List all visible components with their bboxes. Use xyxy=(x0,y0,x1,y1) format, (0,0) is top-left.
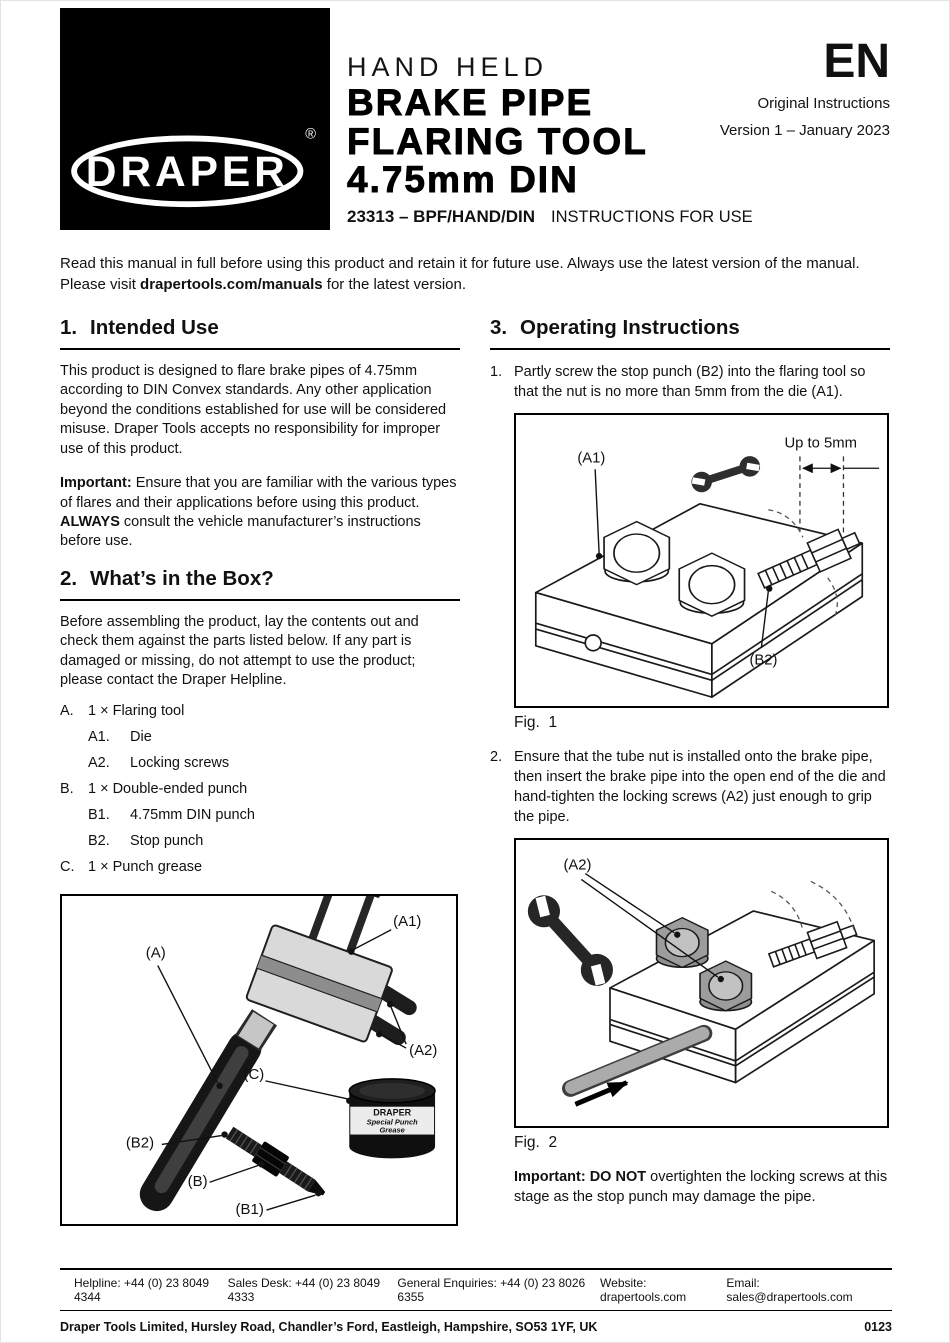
footer-contacts xyxy=(60,1270,892,1310)
part-text: 1 × Double-ended punch xyxy=(88,781,248,798)
original-instructions-label: Original Instructions xyxy=(757,95,890,112)
contents-label-a1: (A1) xyxy=(393,913,422,931)
step-1-number: 1. xyxy=(490,364,503,380)
section-2-title: What’s in the Box? xyxy=(90,566,274,590)
section-2-heading xyxy=(60,567,460,591)
manuals-url: drapertools.com/manuals xyxy=(140,276,323,293)
step-2-number: 2. xyxy=(490,749,503,765)
part-label: A. xyxy=(60,703,74,720)
section-1-heading xyxy=(60,316,460,340)
list-item xyxy=(60,698,460,724)
contents-label-b: (B) xyxy=(187,1173,208,1191)
figure-1-drawing xyxy=(516,415,887,706)
jar-label-line2: Grease xyxy=(379,1126,405,1136)
part-label: C. xyxy=(60,859,75,876)
product-title-line2: FLARING TOOL xyxy=(347,120,648,162)
draper-logo-box xyxy=(60,8,330,230)
part-text: 1 × Punch grease xyxy=(88,859,203,876)
figure-2 xyxy=(514,838,889,1128)
important-text-1: Ensure that you are familiar with the various types of flares and their applications before using this product. xyxy=(60,475,457,511)
registered-mark: ® xyxy=(305,126,316,143)
list-item xyxy=(60,724,460,750)
important-do-not-text: overtighten the locking screws at this stage as the stop punch may damage the pipe. xyxy=(514,1169,888,1205)
draper-logo-text: DRAPER xyxy=(85,147,289,196)
part-label: B2. xyxy=(88,833,110,850)
section-3-number: 3. xyxy=(490,316,508,339)
sales-desk-contact: Sales Desk: +44 (0) 23 8049 4333 xyxy=(227,1275,381,1304)
document-code: 0123 xyxy=(864,1320,892,1334)
part-label: B1. xyxy=(88,807,110,824)
grease-jar xyxy=(349,1079,435,1159)
general-enquiries-contact: General Enquiries: +44 (0) 23 8026 6355 xyxy=(397,1275,586,1304)
language-block xyxy=(719,35,890,140)
section-1-rule xyxy=(60,348,460,350)
model-line xyxy=(347,207,753,227)
figure-2-drawing xyxy=(516,840,887,1126)
list-item xyxy=(60,750,460,776)
contents-label-b2: (B2) xyxy=(125,1134,155,1152)
list-item xyxy=(60,776,460,802)
product-subtitle: HAND HELD xyxy=(347,52,549,82)
figure-1 xyxy=(514,413,889,708)
step-1-text: Partly screw the stop punch (B2) into the flaring tool so that the nut is no more than 5mm from the die (A1). xyxy=(514,364,866,400)
list-item xyxy=(60,854,460,880)
part-label: A2. xyxy=(88,755,110,772)
right-column xyxy=(490,316,890,1207)
draper-logo xyxy=(69,121,321,210)
helpline-contact: Helpline: +44 (0) 23 8049 4344 xyxy=(74,1275,210,1304)
section-1-number: 1. xyxy=(60,316,78,339)
contents-figure xyxy=(60,894,458,1226)
instructions-for-use-label: INSTRUCTIONS FOR USE xyxy=(551,208,753,226)
operating-important xyxy=(514,1167,890,1207)
step-1 xyxy=(490,362,890,402)
wrench-icon xyxy=(689,453,763,494)
email-contact: Email: sales@drapertools.com xyxy=(726,1275,853,1304)
step-2-text: Ensure that the tube nut is installed onto the brake pipe, then insert the brake pipe into the open end of the die and hand-tighten the locking screws (A2) just enough to grip the pipe. xyxy=(514,749,886,825)
contents-label-c: (C) xyxy=(243,1066,265,1084)
flaring-tool-handle xyxy=(157,1018,265,1195)
left-column xyxy=(60,316,460,1226)
part-text: 4.75mm DIN punch xyxy=(130,807,255,824)
intended-use-important xyxy=(60,474,460,552)
intro-paragraph xyxy=(60,253,894,295)
title-block xyxy=(347,50,648,200)
contents-label-a2: (A2) xyxy=(409,1042,438,1060)
part-text: Locking screws xyxy=(130,755,230,772)
section-2-number: 2. xyxy=(60,566,78,590)
contents-figure-drawing xyxy=(62,896,456,1224)
intended-use-paragraph: This product is designed to flare brake pipes of 4.75mm according to DIN Convex standards. Any other application beyond the conditions established for use will be considered misuse. Draper Tools accepts no responsibility for improper use of this product. xyxy=(60,363,447,457)
wrench-icon xyxy=(521,889,619,993)
contents-label-b1: (B1) xyxy=(235,1201,264,1219)
version-label: Version 1 – January 2023 xyxy=(719,122,890,139)
page-footer xyxy=(60,1268,892,1334)
important-label-1: Important: xyxy=(60,475,132,492)
list-item xyxy=(60,828,460,854)
section-1-title: Intended Use xyxy=(90,316,219,339)
always-label: ALWAYS xyxy=(60,513,120,530)
website-contact: Website: drapertools.com xyxy=(600,1275,687,1304)
fig1-label-a1: (A1) xyxy=(577,450,606,467)
part-text: 1 × Flaring tool xyxy=(88,703,185,720)
figure-2-caption: Fig. 2 xyxy=(514,1134,558,1151)
footer-address-row xyxy=(60,1311,892,1334)
important-do-not-label: Important: DO NOT xyxy=(514,1169,647,1185)
company-address: Draper Tools Limited, Hursley Road, Chandler’s Ford, Eastleigh, Hampshire, SO53 1YF, UK xyxy=(60,1320,598,1334)
section-3-title: Operating Instructions xyxy=(520,316,740,339)
intro-text-2: for the latest version. xyxy=(322,276,467,293)
fig1-label-b2: (B2) xyxy=(749,652,778,669)
model-number: 23313 – BPF/HAND/DIN xyxy=(347,207,536,226)
important-text-2: consult the vehicle manufacturer’s instructions before use. xyxy=(60,513,421,550)
part-text: Stop punch xyxy=(130,833,204,850)
box-contents-paragraph: Before assembling the product, lay the contents out and check them against the parts listed below. If any part is damaged or missing, do not attempt to use the product; please contact the Draper Helpline. xyxy=(60,613,419,689)
contents-label-a: (A) xyxy=(145,945,166,963)
language-code: EN xyxy=(823,35,890,88)
product-title-line1: BRAKE PIPE xyxy=(347,82,594,123)
figure-1-caption: Fig. 1 xyxy=(514,714,558,731)
fig1-label-dim: Up to 5mm xyxy=(784,435,857,452)
section-3-rule xyxy=(490,348,890,350)
intro-text-1: Read this manual in full before using this product and retain it for future use. Always use the latest version of the manual. Please visit xyxy=(60,255,860,293)
parts-list xyxy=(60,698,460,880)
list-item xyxy=(60,802,460,828)
jar-brand-text: DRAPER xyxy=(373,1108,412,1119)
section-3-heading xyxy=(490,316,890,340)
section-2-rule xyxy=(60,599,460,601)
jar-label-line1: Special Punch xyxy=(366,1118,418,1128)
part-label: B. xyxy=(60,781,74,798)
part-label: A1. xyxy=(88,729,110,746)
step-2 xyxy=(490,747,890,827)
fig2-label-a2: (A2) xyxy=(563,857,592,874)
part-text: Die xyxy=(130,729,152,746)
product-title-line3: 4.75mm DIN xyxy=(347,159,579,200)
double-ended-punch xyxy=(223,1123,331,1204)
